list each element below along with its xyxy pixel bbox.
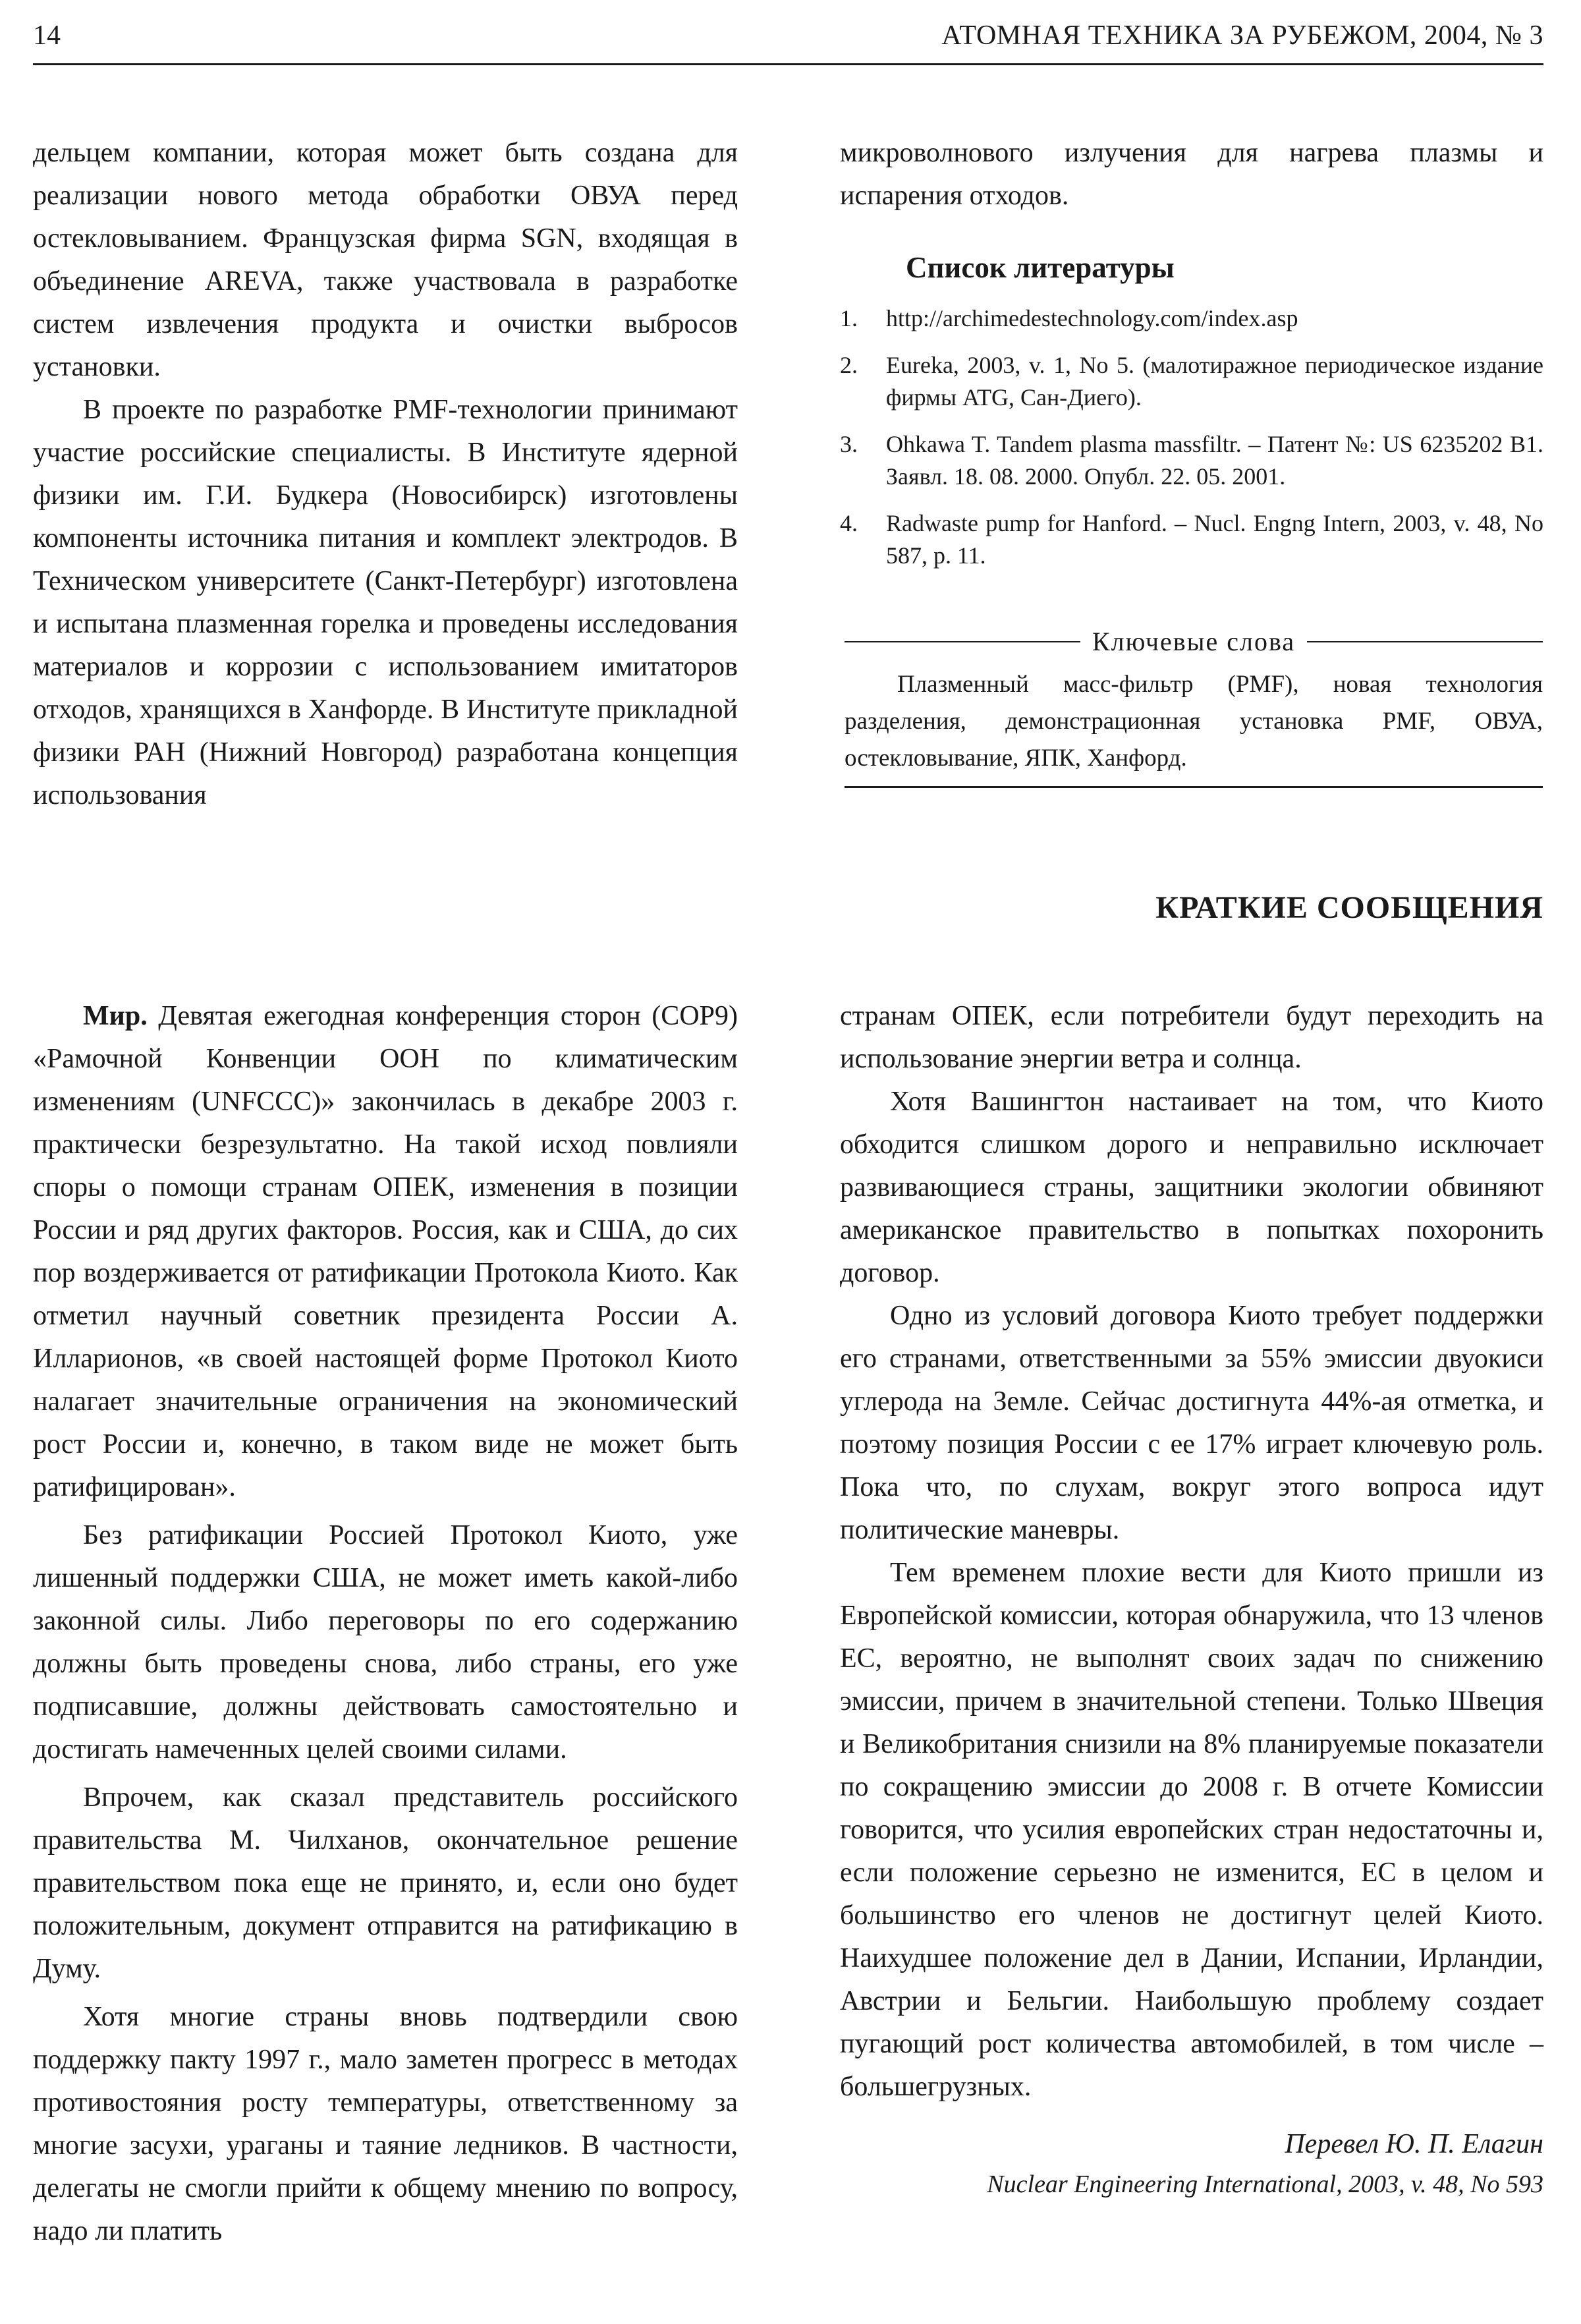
- keywords-label: Ключевые слова: [1092, 627, 1296, 656]
- keywords-bottom-rule: [845, 786, 1543, 788]
- references-list: [840, 302, 1543, 572]
- keywords-heading: [845, 626, 1543, 657]
- paragraph: Впрочем, как сказал представитель российского правительства М. Чилханов, окончательное решение правительством пока еще не принято, и, если оно будет положительным, документ отправится на ратификацию в Думу.: [33, 1782, 738, 1984]
- reference-item: [840, 428, 1543, 493]
- reference-text: Ohkawa T. Tandem plasma massfiltr. – Патент №: US 6235202 B1. Заявл. 18. 08. 2000. Опубл. 22. 05. 2001.: [886, 431, 1543, 490]
- reference-number: 4.: [840, 510, 858, 536]
- reference-number: 1.: [840, 305, 858, 331]
- paragraph: дельцем компании, которая может быть создана для реализации нового метода обработки ОВУА перед остекловыванием. Французская фирма SGN, входящая в объединение AREVA, также участвовала в разработке систем извлечения продукта и очистки выбросов установки.: [33, 138, 738, 382]
- paragraph: странам ОПЕК, если потребители будут переходить на использование энергии ветра и солнца.: [840, 1001, 1543, 1074]
- paragraph: Без ратификации Россией Протокол Киото, уже лишенный поддержки США, не может иметь какой-либо законной силы. Либо переговоры по его содержанию должны быть проведены снова, либо страны, его уже подписавшие, должны действовать самостоятельно и достигать намеченных целей своими силами.: [33, 1520, 738, 1765]
- reference-item: [840, 507, 1543, 572]
- reference-item: [840, 302, 1543, 335]
- paragraph: Хотя многие страны вновь подтвердили свою поддержку пакту 1997 г., мало заметен прогресс в методах противостояния росту температуры, ответственному за многие засухи, ураганы и таяние ледников. В частности, делегаты не смогли прийти к общему мнению по вопросу, надо ли платить: [33, 2002, 738, 2246]
- paragraph: Одно из условий договора Киото требует поддержки его странами, ответственными за 55% эмиссии двуокиси углерода на Земле. Сейчас достигнута 44%-ая отметка, и поэтому позиция России с ее 17% играет ключевую роль. Пока что, по слухам, вокруг этого вопроса идут политические маневры.: [840, 1301, 1543, 1545]
- translator-credit: Перевел Ю. П. Елагин: [1285, 2129, 1543, 2159]
- keywords-rule-right: [1307, 641, 1543, 642]
- section-title: КРАТКИЕ СООБЩЕНИЯ: [1155, 890, 1543, 925]
- paragraph: В проекте по разработке PMF-технологии принимают участие российские специалисты. В Институте ядерной физики им. Г.И. Будкера (Новосибирск) изготовлены компоненты источника питания и комплект электродов. В Техническом университете (Санкт-Петербург) изготовлена и испытана плазменная горелка и проведены исследования материалов и коррозии с использованием имитаторов отходов, хранящихся в Ханфорде. В Институте прикладной физики РАН (Нижний Новгород) разработана концепция использования: [33, 395, 738, 810]
- references-title: Список литературы: [906, 251, 1175, 284]
- brief-left-column: [33, 995, 738, 2253]
- reference-number: 2.: [840, 352, 858, 378]
- keywords-box: [845, 626, 1543, 788]
- paragraph: Тем временем плохие вести для Киото пришли из Европейской комиссии, которая обнаружила, что 13 членов ЕС, вероятно, не выполнят своих задач по снижению эмиссии, причем в значительной степени. Только Швеция и Великобритания снизили на 8% планируемые показатели по сокращению эмиссии до 2008 г. В отчете Комиссии говорится, что усилия европейских стран недостаточны и, если положение серьезно не изменится, ЕС в целом и большинство его членов не достигнут целей Киото. Наихудшее положение дел в Дании, Испании, Ирландии, Австрии и Бельгии. Наибольшую проблему создает пугающий рост количества автомобилей, в том числе – большегрузных.: [840, 1558, 1543, 2102]
- paragraph: Хотя Вашингтон настаивает на том, что Киото обходится слишком дорого и неправильно исключает развивающиеся страны, защитники экологии обвиняют американское правительство в попытках похоронить договор.: [840, 1087, 1543, 1288]
- reference-text: http://archimedestechnology.com/index.asp: [886, 305, 1298, 331]
- paragraph: микроволнового излучения для нагрева плазмы и испарения отходов.: [840, 138, 1543, 211]
- reference-text: Eureka, 2003, v. 1, No 5. (малотиражное периодическое издание фирмы ATG, Сан-Диего).: [886, 352, 1543, 411]
- journal-title: АТОМНАЯ ТЕХНИКА ЗА РУБЕЖОМ, 2004, № 3: [941, 20, 1543, 51]
- source-citation: Nuclear Engineering International, 2003, v. 48, No 593: [987, 2170, 1543, 2198]
- article-right-column: [840, 132, 1543, 586]
- article-left-column: [33, 132, 738, 817]
- lead-word: Мир.: [83, 1001, 148, 1031]
- brief-right-column: [840, 995, 1543, 2203]
- paragraph: Мир. Девятая ежегодная конференция сторон (COP9) «Рамочной Конвенции ООН по климатическим изменениям (UNFCCC)» закончилась в декабре 2003 г. практически безрезультатно. На такой исход повлияли споры о помощи странам ОПЕК, изменения в позиции России и ряд других факторов. Россия, как и США, до сих пор воздерживается от ратификации Протокола Киото. Как отметил научный советник президента России А. Илларионов, «в своей настоящей форме Протокол Киото налагает значительные ограничения на экономический рост России и, конечно, в таком виде не может быть ратифицирован».: [33, 1001, 738, 1502]
- reference-text: Radwaste pump for Hanford. – Nucl. Engng Intern, 2003, v. 48, No 587, p. 11.: [886, 510, 1543, 569]
- header-rule: [33, 63, 1543, 65]
- reference-item: [840, 349, 1543, 414]
- keywords-rule-left: [845, 641, 1080, 642]
- reference-number: 3.: [840, 431, 858, 457]
- keywords-text: Плазменный масс-фильтр (PMF), новая технология разделения, демонстрационная установка PMF, ОВУА, остекловывание, ЯПК, Ханфорд.: [845, 671, 1543, 772]
- page-number: 14: [33, 20, 61, 51]
